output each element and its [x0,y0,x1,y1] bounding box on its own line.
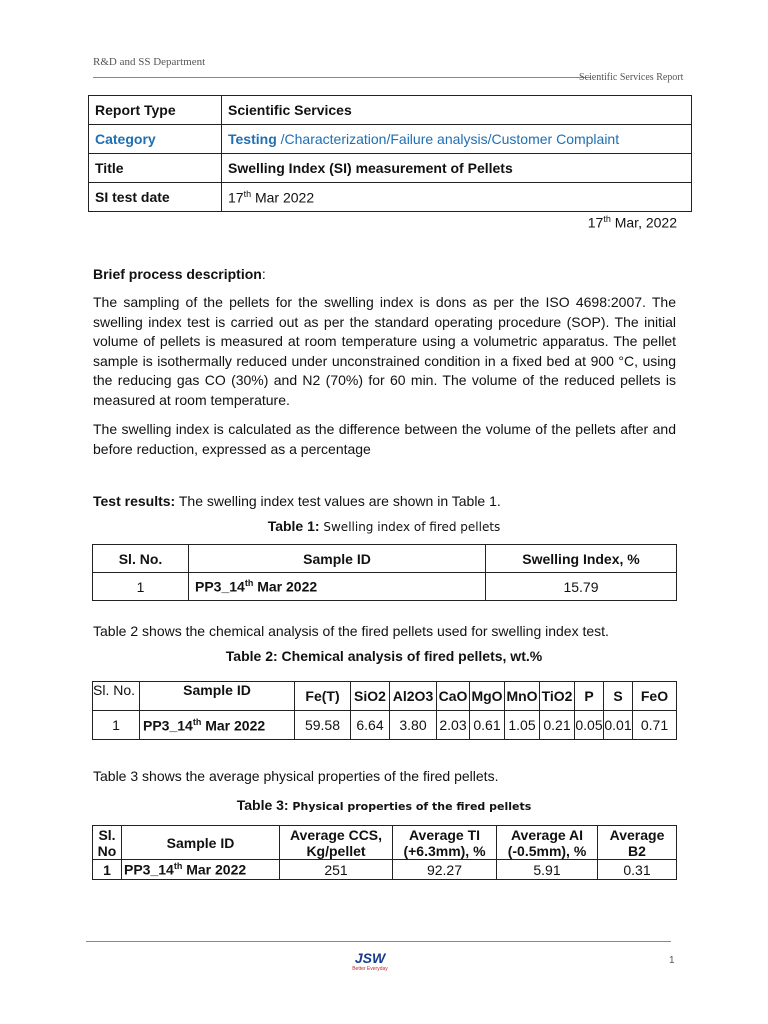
table-row [93,860,677,880]
table1-caption-text: Swelling index of fired pellets [319,520,501,534]
t1-cell-swelling: 15.79 [486,573,677,601]
t3-header-b2 [598,826,677,860]
brief-paragraph-2: The swelling index is calculated as the difference between the volume of the pellets after and before reduction, expressed as a percentage [93,421,676,457]
t3-header-sampleid: Sample ID [122,826,280,860]
report-date [588,214,677,231]
t2-header-feo: FeO [633,682,677,711]
brief-paragraph-1: The sampling of the pellets for the swelling index is dons as per the ISO 4698:2007. The swelling index test is carried out as per the standard operating procedure (SOP). The initial volume of pellets is measured at room temperature using a volumetric apparatus. The pellet sample is isothermally reduced under unconstrained condition in a fixed bed at 900 °C, using the reducing gas CO (30%) and N2 (70%) for 60 min. The volume of the reduced pellets is measured at room temperature. [93,294,676,408]
t3-cell-ai: 5.91 [497,860,598,880]
table3-caption [0,797,768,813]
footer-divider [86,941,671,942]
t3-cell-slno: 1 [93,860,122,880]
si-date-rest: Mar 2022 [251,189,315,206]
t3-cell-b2: 0.31 [598,860,677,880]
t1-header-slno: Sl. No. [93,545,189,573]
test-results-line [93,492,676,512]
t3-h3-l1: Average TI [408,826,481,843]
report-type-value: Scientific Services [222,96,692,125]
t2-header-sio2: SiO2 [351,682,390,711]
company-logo [345,950,395,972]
report-date-sup: th [603,214,611,224]
t2-header-cao: CaO [437,682,470,711]
header-department: R&D and SS Department [93,56,206,68]
report-type-key: Report Type [89,96,222,125]
table-row [93,711,677,740]
t2-header-slno: Sl. No. [93,682,140,711]
t2-header-s: S [604,682,633,711]
t3-h3-l2: (+6.3mm), % [403,842,486,859]
page-number: 1 [669,955,675,966]
t3-h0-l2: No [97,842,117,859]
table2-intro: Table 2 shows the chemical analysis of the fired pellets used for swelling index test. [93,623,609,639]
si-date-sup: th [243,188,252,199]
t2-header-fet: Fe(T) [295,682,351,711]
t1-id-sup: th [244,578,254,589]
table3-intro: Table 3 shows the average physical properties of the fired pellets. [93,768,499,784]
table2-caption: Table 2: Chemical analysis of fired pellets, wt.% [225,648,543,664]
t2-cell-sio2: 6.64 [351,711,390,740]
t2-header-mgo: MgO [470,682,505,711]
t2-header-al2o3: Al2O3 [390,682,437,711]
logo-brand: JSW [354,950,386,966]
t3-header-slno [93,826,122,860]
table3-caption-label: Table 3: [236,797,289,813]
category-key: Category [89,125,222,154]
t1-header-swelling: Swelling Index, % [486,545,677,573]
test-results-text: The swelling index test values are shown in Table 1. [175,493,501,509]
t2-cell-tio2: 0.21 [540,711,575,740]
table3-caption-text: Physical properties of the fired pellets [288,800,532,813]
chemical-analysis-table [92,681,677,740]
title-value: Swelling Index (SI) measurement of Pellets [222,154,692,183]
t3-h2-l1: Average CCS, [289,826,383,843]
t3-h5-l1: Average [609,826,665,843]
t2-header-tio2: TiO2 [540,682,575,711]
t2-cell-p: 0.05 [575,711,604,740]
t2-cell-slno: 1 [93,711,140,740]
t3-header-ai [497,826,598,860]
t3-header-ti [393,826,497,860]
t3-id-sup: th [173,861,183,872]
category-value-rest: /Characterization/Failure analysis/Customer Complaint [276,131,620,147]
t2-cell-cao: 2.03 [437,711,470,740]
si-date-value [222,183,692,212]
t2-id-main: PP3_14 [143,717,193,734]
t1-cell-sampleid [189,573,486,601]
t3-h2-l2: Kg/pellet [306,842,366,859]
brief-heading [93,266,266,282]
brief-heading-text: Brief process description [93,266,262,282]
t2-cell-feo: 0.71 [633,711,677,740]
t2-id-rest: Mar 2022 [201,717,266,734]
t2-cell-sampleid [140,711,295,740]
t2-header-p: P [575,682,604,711]
t2-cell-mgo: 0.61 [470,711,505,740]
category-value-bold: Testing [228,131,277,147]
t2-header-mno: MnO [505,682,540,711]
t3-cell-ti: 92.27 [393,860,497,880]
test-results-label: Test results: [93,493,176,509]
t3-h0-l1: Sl. [98,826,116,843]
t3-id-main: PP3_14 [124,861,174,878]
category-value [222,125,692,154]
t3-h4-l2: (-0.5mm), % [507,842,587,859]
si-date-key: SI test date [89,183,222,212]
t3-cell-sampleid [122,860,280,880]
brief-heading-colon: : [261,266,266,282]
t3-h5-l2: B2 [628,842,646,859]
t2-cell-al2o3: 3.80 [390,711,437,740]
t2-cell-mno: 1.05 [505,711,540,740]
si-date-day: 17 [228,189,244,206]
table1-caption-label: Table 1: [267,518,320,534]
header-report-name: Scientific Services Report [579,72,684,83]
header-divider [93,77,591,78]
report-date-rest: Mar, 2022 [610,214,677,231]
table-row [93,573,677,601]
t2-id-sup: th [192,716,202,727]
t1-cell-slno: 1 [93,573,189,601]
t1-id-rest: Mar 2022 [253,578,318,595]
t2-header-sampleid: Sample ID [140,682,295,711]
t1-id-main: PP3_14 [195,578,245,595]
table1-caption [0,518,768,534]
t3-cell-ccs: 251 [280,860,393,880]
logo-tagline: Better Everyday [352,966,388,972]
t3-h4-l1: Average AI [510,826,584,843]
report-date-day: 17 [587,214,604,231]
t2-cell-fet: 59.58 [295,711,351,740]
swelling-index-table [92,544,677,601]
report-info-table [88,95,692,212]
t2-cell-s: 0.01 [604,711,633,740]
physical-properties-table [92,825,677,880]
t3-id-rest: Mar 2022 [182,861,247,878]
t3-header-ccs [280,826,393,860]
title-key: Title [89,154,222,183]
t1-header-sampleid: Sample ID [189,545,486,573]
